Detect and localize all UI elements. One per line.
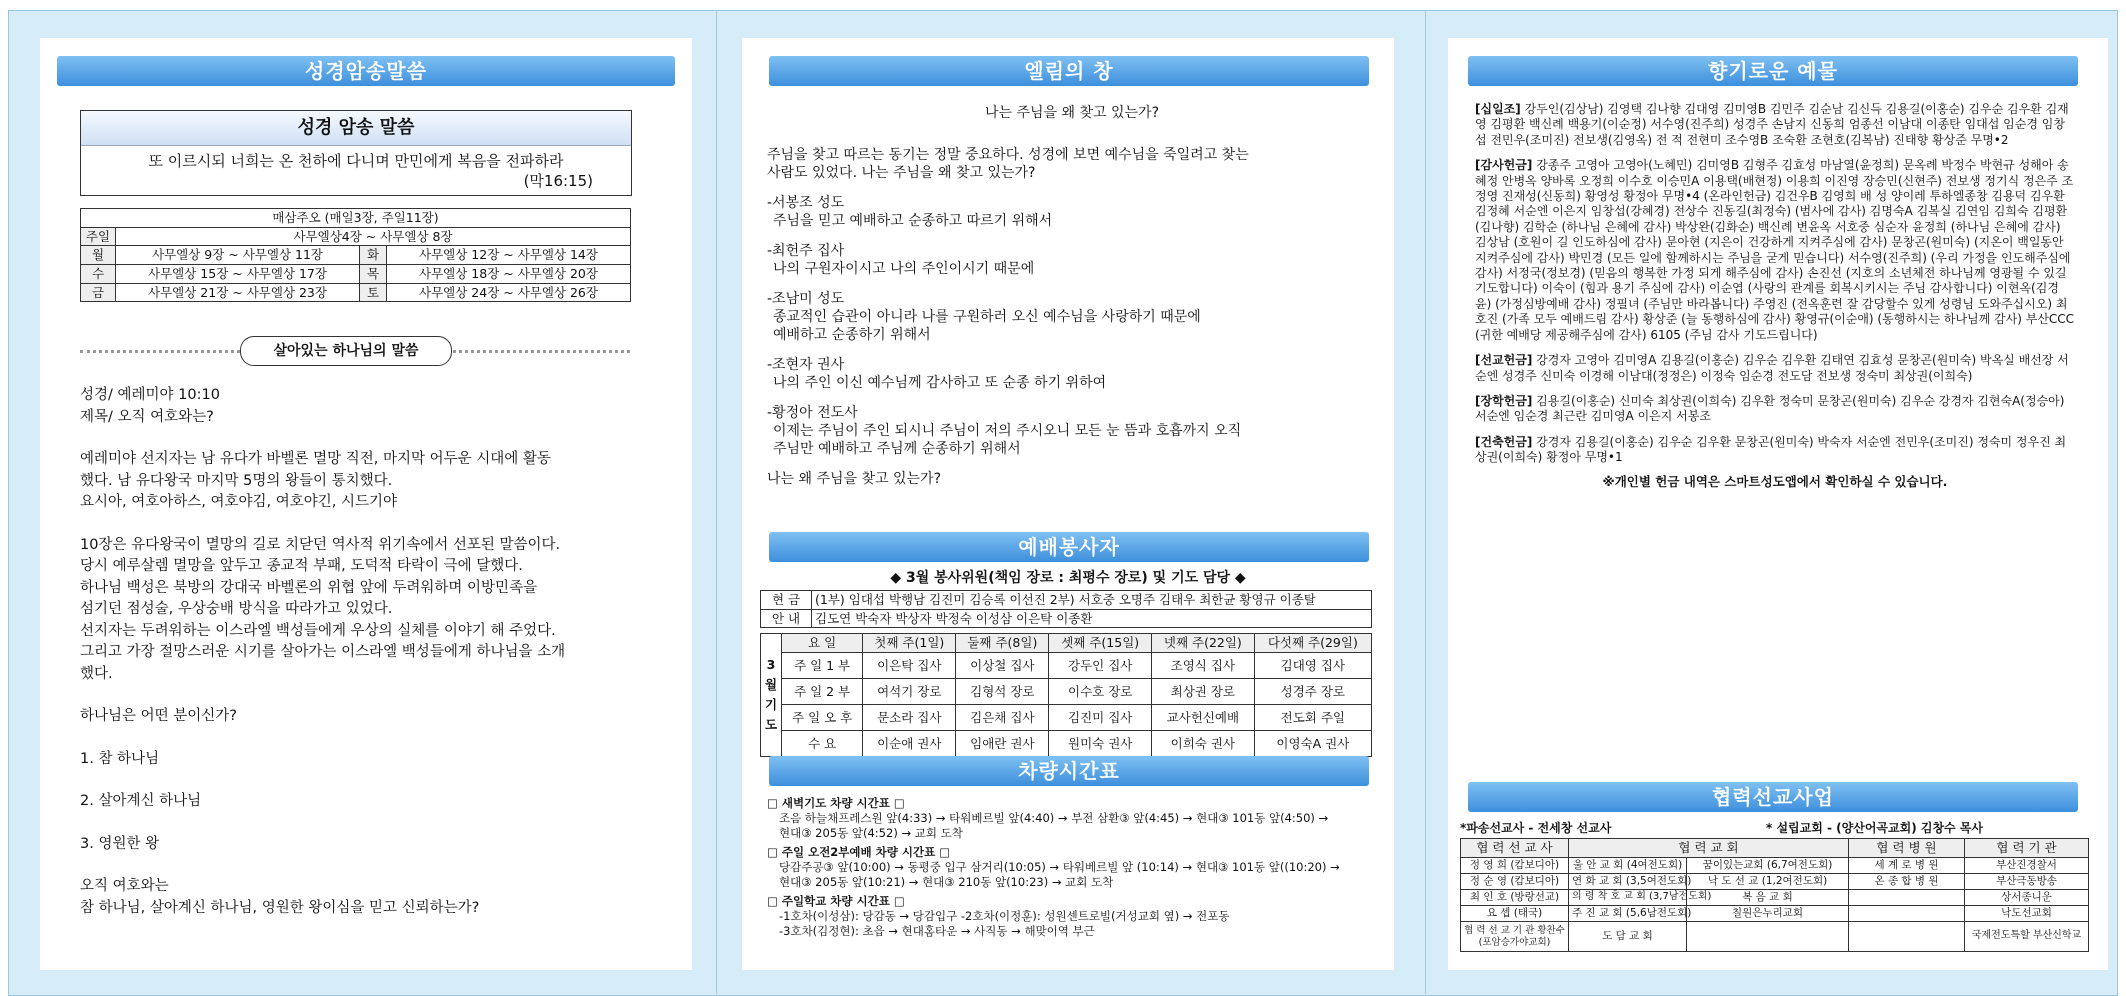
prayer-leader: 여석기 장로: [863, 679, 956, 705]
mission-cell: 연 화 교 회 (3,5여전도회): [1569, 873, 1687, 889]
bus-route: 조음 하늘채프레스원 앞(4:33) → 타워베르빌 앞(4:40) → 부전 삼환③ 앞(4:45) → 현대③ 101동 앞(4:50) →: [779, 811, 1329, 825]
sermon-line: 당시 예루살렘 멸망을 앞두고 종교적 부패, 도덕적 타락이 극에 달했다.: [80, 558, 523, 574]
mission-cell: [1849, 889, 1965, 905]
mission-cell: 낙도선교회: [1965, 906, 2089, 922]
service-volunteer-table: [760, 590, 1372, 628]
bus-title: □ 주일학교 차량 시간표 □: [767, 894, 905, 908]
offering-names: 강종주 고영아 고영아(노혜민) 김미영B 김형주 김효성 마남열(윤정희) 문옥례 박정수 박현규 성해아 송혜정 안병옥 양바록 오정희 이수호 이승민A 이용택(배현정) 이용희 이진영 장승민(신현주) 전보생 정기식 정은주 조정영 진재성(신동희) 황영성 황정아 무명•4 (온라인헌금) 김건우B 김영희 배 성 양이레 투하엘종창 김용덕 김우환 김정혜 서순엔 이은지 임창섭(강혜경) 전상수 진동길(최정숙) (범사에 감사) 김명숙A 김복실 김연임 김희숙 김평환(김나향) 김학순 (하나님 은혜에 감사) 박상완(김화순) 백신례 변윤옥 서호중 심순자 윤정희 (하나님 은혜에 감사) 김상남 (호원이 길 인도하심에 감사) 문아현 (지은이 건강하게 지켜주심에 감사) 문창곤(원미숙) (지온이 백일동안 지켜주심에 감사) 박민경 (모든 일에 함께하시는 주님을 굳게 믿습니다) 서수영(진주희) (우리 가정을 인도해주심에 감사) 서정국(정보경) (믿음의 행복한 가정 되게 해주심에 감사) 손진선 (지호의 소년체전 하나님께 영광될 수 있길 기도합니다) 이숙이 (힘과 용기 주심에 감사) 이순엽 (사랑의 관계를 회복시키시는 주님 감사합니다) 이현옥(김경윤) (가정심방예배 감사) 정필녀 (주님만 바라봅니다) 주영진 (전옥훈련 잘 감당할수 있게 성령님 도와주십시오) 최호진 (가족 모두 예배드림 감사) 황상준 (늘 동행하심에 감사) 황영규(이순애) (동행하시는 하나님께 감사) 부산CCC (귀한 예배당 제공해주심에 감사) 6105 (주님 감사 기도드립니다): [1475, 158, 2075, 342]
sermon-question: 하나님은 어떤 분이신가?: [80, 708, 237, 724]
week-header: 요 일: [782, 634, 863, 653]
sermon-scripture: 성경/ 예레미야 10:10: [80, 387, 220, 403]
reading-range: 사무엘상 18장 ~ 사무엘상 20장: [387, 264, 631, 283]
section-header: 성경암송말씀: [57, 56, 675, 86]
offering-label: [감사헌금]: [1475, 158, 1533, 173]
mission-cell: 칠원은누리교회: [1687, 906, 1849, 922]
bus-route: 당감주공③ 앞(10:00) → 동평중 입구 삼거리(10:05) → 타워베르빌 앞 (10:14) → 현대③ 101동 앞((10:20) →: [779, 860, 1340, 874]
prayer-leader: 문소라 집사: [863, 705, 956, 731]
mission-cell: 꿈이있는교회 (6,7여전도회): [1687, 857, 1849, 873]
mission-col: 협 력 선 교 사: [1461, 839, 1569, 858]
bus-route: -3호차(김정현): 초읍 → 현대홈타운 → 사직동 → 해맞이역 부근: [779, 924, 1095, 938]
mission-cell: 울 안 교 회 (4여전도회): [1569, 857, 1687, 873]
reading-day: 목: [360, 264, 387, 283]
prayer-leader: 강두인 집사: [1049, 653, 1152, 679]
verse-box: [80, 110, 632, 196]
elim-answer: 이제는 주님이 주인 되시니 주님이 저의 주시오니 모든 눈 뜸과 호흡까지 오직: [773, 423, 1242, 439]
panel-elim-window: [742, 38, 1394, 970]
reading-day: 토: [360, 283, 387, 302]
sermon-badge: 살아있는 하나님의 말씀: [240, 336, 452, 366]
offering-label: [선교헌금]: [1475, 353, 1533, 368]
elim-respondent: -최헌주 집사: [767, 243, 845, 259]
panel-offerings: [1448, 38, 2108, 970]
reading-day: 금: [81, 283, 116, 302]
fold-line: [716, 10, 717, 994]
panel-memory-verse: [40, 38, 692, 970]
prayer-leader: 조영식 집사: [1152, 653, 1255, 679]
mission-cell: 세 계 로 병 원: [1849, 857, 1965, 873]
prayer-leader: 전도회 주일: [1254, 705, 1371, 731]
sermon-line: 예레미야 선지자는 남 유다가 바벨론 멸망 직전, 마지막 어두운 시대에 활동: [80, 451, 551, 467]
reading-plan-title: 매삼주오 (매일3장, 주일11장): [81, 209, 631, 228]
mission-col: 협 력 교 회: [1569, 839, 1849, 858]
service-role: 현 금: [761, 591, 812, 610]
section-header: 엘림의 창: [769, 56, 1369, 86]
sermon-point: 3. 영원한 왕: [80, 835, 160, 852]
prayer-leader: 임애란 권사: [956, 731, 1049, 757]
elim-answer: 나의 주인 이신 예수님께 감사하고 또 순종 하기 위하여: [773, 375, 1107, 391]
sermon-body: [80, 385, 680, 919]
reading-range: 사무엘상 9장 ~ 사무엘상 11장: [116, 246, 360, 265]
bus-route: 현대③ 205동 앞(4:52) → 교회 도착: [779, 826, 963, 840]
prayer-leader: 김대영 집사: [1254, 653, 1371, 679]
bus-schedule: [767, 796, 1382, 939]
elim-answer: 주님만 예배하고 주님께 순종하기 위해서: [773, 441, 1021, 457]
sermon-line: 선지자는 두려워하는 이스라엘 백성들에게 우상의 실체를 이야기 해 주었다.: [80, 622, 556, 639]
section-header: 예배봉사자: [769, 532, 1369, 562]
service-slot: 주 일 1 부: [782, 653, 863, 679]
mission-cell: 요 셉 (태국): [1461, 906, 1569, 922]
mission-cell: 도 담 교 회: [1569, 922, 1687, 952]
sermon-line: 했다. 남 유다왕국 마지막 5명의 왕들이 통치했다.: [80, 472, 393, 489]
verse-text: 또 이르시되 너희는 온 천하에 다니며 만민에게 복음을 전파하라: [148, 152, 564, 170]
prayer-leader: 교사헌신예배: [1152, 705, 1255, 731]
mission-col: 협 력 병 원: [1849, 839, 1965, 858]
elim-respondent: -조남미 성도: [767, 291, 845, 307]
offering-label: [십일조]: [1475, 102, 1521, 116]
elim-line: 주님을 찾고 따르는 동기는 정말 중요하다. 성경에 보면 예수님을 죽일려고 찾는: [767, 147, 1249, 163]
prayer-leader: 이영숙A 권사: [1254, 731, 1371, 757]
mission-partner-table: [1460, 838, 2089, 952]
service-slot: 수 요: [782, 731, 863, 757]
bus-title: □ 주일 오전2부예배 차량 시간표 □: [767, 845, 951, 859]
week-header: 다섯째 주(29일): [1254, 634, 1371, 653]
elim-answer: 나의 구원자이시고 나의 주인이시기 때문에: [773, 261, 1035, 277]
service-caption: ◆ 3월 봉사위원(책임 장로 : 최평수 장로) 및 기도 담당 ◆: [890, 570, 1246, 586]
offering-label: [건축헌금]: [1475, 434, 1533, 449]
service-names: (1부) 임대섭 박행남 김진미 김승록 이선진 2부) 서호중 오명주 김태우 최한균 황영규 이종탈: [812, 591, 1372, 610]
prayer-leader: 이희숙 권사: [1152, 731, 1255, 757]
church-planted: * 설립교회 - (양산어곡교회) 김창수 목사: [1766, 821, 1983, 835]
mission-cell: 정 영 희 (캄보디아): [1461, 857, 1569, 873]
prayer-leader: 성경주 장로: [1254, 679, 1371, 705]
sermon-closing: 오직 여호와는: [80, 878, 169, 894]
sermon-line: 했다.: [80, 665, 113, 682]
sermon-closing: 참 하나님, 살아계신 하나님, 영원한 왕이심을 믿고 신뢰하는가?: [80, 899, 480, 916]
week-header: 셋째 주(15일): [1049, 634, 1152, 653]
bus-route: 현대③ 205동 앞(10:21) → 현대③ 210동 앞(10:23) → 교회 도착: [779, 875, 1114, 889]
reading-plan-table: [80, 208, 631, 302]
service-names: 김도연 박숙자 박상자 박정숙 이성삼 이은탁 이종환: [812, 609, 1372, 628]
missionary-sent: *파송선교사 - 전세창 선교사: [1460, 821, 1612, 835]
elim-answer: 종교적인 습관이 아니라 나를 구원하러 오신 예수님을 사랑하기 때문에: [773, 309, 1201, 325]
elim-title: 나는 주님을 왜 찾고 있는가?: [985, 105, 1159, 121]
mission-cell: 주 진 교 회 (5,6남전도회): [1569, 906, 1687, 922]
week-header: 첫째 주(1일): [863, 634, 956, 653]
offering-names: 강경자 김용길(이홍순) 김우순 김우환 문창곤(원미숙) 박숙자 서순엔 전민우(조미진) 정숙미 정우진 최상권(이희숙) 황정아 무명•1: [1475, 434, 2067, 465]
mission-cell: 낙 도 선 교 (1,2여전도회): [1687, 873, 1849, 889]
mission-cell: 최 인 호 (방랑선교): [1461, 889, 1569, 905]
service-role: 안 내: [761, 609, 812, 628]
mission-cell: 협 력 선 교 기 관 황찬수(포암승가야교회): [1461, 922, 1569, 952]
elim-answer: 주님을 믿고 예배하고 순종하고 따르기 위해서: [773, 213, 1053, 229]
mission-cell: [1849, 922, 1965, 952]
prayer-leader: 원미숙 권사: [1049, 731, 1152, 757]
mission-cell: 복 음 교 회: [1687, 889, 1849, 905]
sermon-line: 그리고 가장 절망스러운 시기를 살아가는 이스라엘 백성들에게 하나님을 소개: [80, 644, 566, 660]
sermon-point: 2. 살아계신 하나님: [80, 793, 202, 809]
service-slot: 주 일 2 부: [782, 679, 863, 705]
prayer-leader: 이순애 권사: [863, 731, 956, 757]
mission-cell: [1849, 906, 1965, 922]
section-header: 협력선교사업: [1468, 782, 2078, 812]
service-slot: 주 일 오 후: [782, 705, 863, 731]
month-label: 3월기도: [761, 634, 782, 757]
elim-respondent: -황정아 전도사: [767, 405, 858, 421]
reading-range: 사무엘상 24장 ~ 사무엘상 26장: [387, 283, 631, 302]
offerings-list: [1475, 102, 2075, 489]
offering-label: [장학헌금]: [1475, 393, 1533, 408]
mission-cell: 온 종 합 병 원: [1849, 873, 1965, 889]
elim-respondent: -조현자 권사: [767, 357, 845, 373]
prayer-leader: 이은탁 집사: [863, 653, 956, 679]
elim-line: 사람도 있었다. 나는 주님을 왜 찾고 있는가?: [767, 165, 1036, 181]
elim-body: [767, 104, 1377, 488]
mission-cell: 국제전도특할 부산신학교: [1965, 922, 2089, 952]
reading-day: 수: [81, 264, 116, 283]
mission-cell: [1687, 922, 1849, 952]
mission-cell: 부산진경찰서: [1965, 857, 2089, 873]
mission-cell: 부산극동방송: [1965, 873, 2089, 889]
week-header: 넷째 주(22일): [1152, 634, 1255, 653]
reading-range: 사무엘상 21장 ~ 사무엘상 23장: [116, 283, 360, 302]
prayer-leader: 김은채 집사: [956, 705, 1049, 731]
offering-note: ※개인별 헌금 내역은 스마트성도앱에서 확인하실 수 있습니다.: [1602, 473, 1948, 489]
bus-route: -1호차(이성삼): 당감동 → 당감입구 -2호차(이정훈): 성원센트로빌(거성교회 옆) → 전포동: [779, 909, 1230, 923]
prayer-leader: 김형석 장로: [956, 679, 1049, 705]
prayer-leader: 이상철 집사: [956, 653, 1049, 679]
offering-names: 강두인(김상남) 김영택 김나향 김대영 김미영B 김민주 김순남 김신득 김용길(이홍순) 김우순 김우환 김재영 김평환 백신례 백용기(이순정) 서수영(진주희) 성경주 손남지 신동희 엄종선 이남대 이종탄 임대섭 임순경 임창섭 전민우(조미진) 전보생(김영옥) 전 적 전현미 조수영B 조숙환 조현호(김복남) 진태향 황상준 무명•2: [1475, 102, 2069, 147]
sermon-subject: 제목/ 오직 여호와는?: [80, 408, 214, 425]
prayer-leader: 최상권 장로: [1152, 679, 1255, 705]
mission-cell: 의 령 착 호 교 회 (3,7남전도회): [1569, 889, 1687, 905]
elim-closing: 나는 왜 주님을 찾고 있는가?: [767, 471, 941, 487]
fold-line: [1425, 10, 1426, 994]
verse-title: 성경 암송 말씀: [81, 111, 631, 146]
sermon-point: 1. 참 하나님: [80, 750, 160, 767]
mission-col: 협 력 기 관: [1965, 839, 2089, 858]
sermon-line: 10장은 유다왕국이 멸망의 길로 치닫던 역사적 위기속에서 선포된 말씀이다.: [80, 536, 561, 553]
prayer-leader: 이수호 장로: [1049, 679, 1152, 705]
reading-day: 주일: [81, 227, 116, 246]
offering-names: 김용길(이홍순) 신미숙 최상권(이희숙) 김우환 정숙미 문창곤(원미숙) 김우순 강경자 김현숙A(정승아) 서순엔 임순경 최근란 김미영A 이은지 서봉조: [1475, 393, 2065, 424]
week-header: 둘째 주(8일): [956, 634, 1049, 653]
mission-cell: 상서종니운: [1965, 889, 2089, 905]
prayer-schedule-table: [760, 633, 1372, 757]
elim-answer: 예배하고 순종하기 위해서: [773, 327, 931, 343]
mission-cell: 정 순 영 (캄보디아): [1461, 873, 1569, 889]
reading-day: 화: [360, 246, 387, 265]
reading-range: 사무엘상 12장 ~ 사무엘상 14장: [387, 246, 631, 265]
section-header: 차량시간표: [769, 756, 1369, 786]
section-header: 향기로운 예물: [1468, 56, 2078, 86]
sermon-line: 섬기던 점성술, 우상숭배 방식을 따라가고 있었다.: [80, 601, 393, 617]
sermon-line: 요시아, 여호아하스, 여호야김, 여호야긴, 시드기야: [80, 494, 398, 510]
verse-reference: (막16:15): [523, 171, 593, 190]
sermon-line: 하나님 백성은 북방의 강대국 바벨론의 위협 앞에 두려워하며 이방민족을: [80, 579, 538, 596]
offering-names: 강경자 고영아 김미영A 김용길(이홍순) 김우순 김우환 김태연 김효성 문창곤(원미숙) 박옥실 배선장 서순엔 성경주 신미숙 이경해 이남대(정정은) 이정숙 임순경 전도담 전보생 정숙미 최상권(이희숙): [1475, 353, 2069, 383]
bus-title: □ 새벽기도 차량 시간표 □: [767, 796, 905, 810]
elim-respondent: -서봉조 성도: [767, 195, 845, 211]
prayer-leader: 김진미 집사: [1049, 705, 1152, 731]
reading-day: 월: [81, 246, 116, 265]
reading-range: 사무엘상4장 ~ 사무엘상 8장: [116, 227, 631, 246]
reading-range: 사무엘상 15장 ~ 사무엘상 17장: [116, 264, 360, 283]
